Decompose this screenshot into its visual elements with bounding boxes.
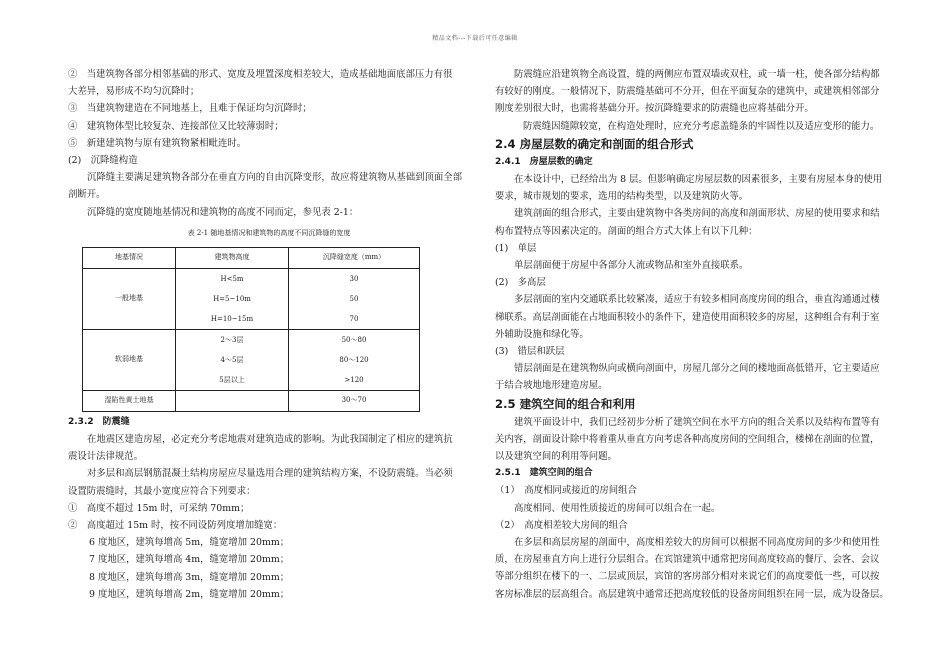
paragraph: 在地震区建造房屋，必定充分考虑地震对建筑造成的影响。为此我国制定了相应的建筑抗 xyxy=(87,434,453,446)
table-cell: 湿陷性黄土地基 xyxy=(83,390,176,411)
paragraph: 有较好的刚度。一般情况下，防震缝基础可不分开，但在平面复杂的建筑中，或建筑相邻部分 xyxy=(495,86,880,98)
table-cell: 一般地基 xyxy=(83,268,176,329)
subheading: （2） 高度相差较大房间的组合 xyxy=(495,519,628,531)
section-heading: 2.5.1 建筑空间的组合 xyxy=(495,468,593,479)
paragraph: 以及建筑空间的利用等问题。 xyxy=(495,451,617,463)
list-item: ③ 当建筑物建造在不同地基上，且难于保证均匀沉降时； xyxy=(68,103,312,115)
paragraph: 关内容，剖面设计除中将着重从垂直方向考虑各种高度房间的空间组合，楼梯在剖面的位置， xyxy=(495,433,880,445)
paragraph: 多层剖面的室内交通联系比较紧凑，适应于有较多相同高度房间的组合，垂直沟通通过楼 xyxy=(514,294,880,306)
paragraph: 高度相同、使用性质接近的房间可以组合在一起。 xyxy=(514,502,721,514)
paragraph: 防震缝应沿建筑物全高设置，缝的两侧应布置双墙或双柱，或一墙一柱，使各部分结构都 xyxy=(514,69,880,80)
subheading: (2) 沉降缝构造 xyxy=(68,155,138,167)
subheading: （1） 高度相同或接近的房间组合 xyxy=(495,485,637,497)
table-row xyxy=(83,268,420,329)
paragraph: 设置防震缝时，其最小宽度应符合下列要求： xyxy=(68,485,256,497)
table-header-cell: 建筑物高度 xyxy=(176,247,289,268)
right-column xyxy=(495,66,903,603)
paragraph: 刚度差别很大时，也需将基础分开。按沉降缝要求的防震缝也应将基础分开。 xyxy=(495,103,814,115)
table-cell: 30～70 xyxy=(289,390,420,411)
list-item: ② 当建筑物各部分相邻基础的形式、宽度及埋置深度相差较大，造成基础地面底部压力有很 xyxy=(68,69,453,80)
paragraph: 梯联系。高层剖面能在占地面积较小的条件下，建造使用面积较多的房屋，这种组合有利于室 xyxy=(495,311,880,323)
table-row xyxy=(83,329,420,390)
section-heading: 2.4 房屋层数的确定和剖面的组合形式 xyxy=(495,136,694,151)
table-row xyxy=(83,390,420,411)
settlement-joint-table xyxy=(82,247,420,412)
list-item: ④ 建筑物体型比较复杂、连接部位又比较薄弱时； xyxy=(68,120,284,132)
paragraph: 在多层和高层房屋的剖面中，高度相差较大的房间可以根据不同高度房间的多少和使用性 xyxy=(514,537,880,549)
paragraph: 建筑剖面的组合形式，主要由建筑物中各类房间的高度和剖面形状、房屋的使用要求和结 xyxy=(514,208,880,220)
subheading: (2) 多高层 xyxy=(495,277,546,289)
paragraph: 对多层和高层钢筋混凝土结构房屋应尽量选用合理的建筑结构方案，不设防震缝。当必须 xyxy=(87,468,453,480)
paragraph: 外辅助设施和绿化等。 xyxy=(495,328,589,340)
list-item: 6 度地区，建筑每增高 5m，缝宽增加 20mm； xyxy=(89,537,290,549)
paragraph: 错层剖面是在建筑物纵向或横向剖面中，房屋几部分之间的楼地面高低错开，它主要适应 xyxy=(514,363,880,375)
paragraph: 在本设计中，已经给出为 8 层。但影响确定房屋层数的因素很多，主要有房屋本身的使用 xyxy=(514,174,883,186)
list-item: ⑤ 新建建筑物与原有建筑物紧相毗连时。 xyxy=(68,137,247,149)
table-header-cell: 地基情况 xyxy=(83,247,176,268)
section-heading: 2.5 建筑空间的组合和利用 xyxy=(495,396,636,411)
paragraph: 防震缝因缝隙较宽，在构造处理时，应充分考虑盖缝条的牢固性以及适应变形的能力。 xyxy=(523,120,880,132)
table-header-row xyxy=(83,247,420,268)
paragraph: 要求，城市规划的要求，选用的结构类型，以及建筑防火等。 xyxy=(495,191,749,203)
paragraph: 客房标准层的层高组合。高层建筑中通常还把高度较低的设备房间组织在同一层，成为设备层。 xyxy=(495,588,889,600)
paragraph: 于结合坡地地形建造房屋。 xyxy=(495,380,608,392)
table-header-cell: 沉降缝宽度（mm） xyxy=(289,247,420,268)
list-item: 7 度地区，建筑每增高 4m，缝宽增加 20mm； xyxy=(89,554,290,566)
paragraph: 等部分组织在楼下的一、二层或顶层，宾馆的客房部分相对来说它们的高度要低一些，可以按 xyxy=(495,571,880,583)
page-header: 精品文档---下载后可任意编辑 xyxy=(432,35,518,42)
list-item: 8 度地区，建筑每增高 3m，缝宽增加 20mm； xyxy=(89,571,290,583)
left-column xyxy=(68,66,470,603)
paragraph: 沉降缝的宽度随地基情况和建筑物的高度不同而定，参见表 2-1： xyxy=(87,206,359,218)
section-heading: 2.3.2 防震缝 xyxy=(68,416,130,427)
subheading: (3) 错层和跃层 xyxy=(495,346,565,358)
list-item: 大差异，易形成不均匀沉降时； xyxy=(68,86,200,98)
subheading: (1) 单层 xyxy=(495,242,537,254)
section-heading: 2.4.1 房屋层数的确定 xyxy=(495,156,593,167)
list-item: ② 高度超过 15m 时，按不同设防列度增加缝宽： xyxy=(68,520,283,532)
table-cell: 软弱地基 xyxy=(83,329,176,390)
table-cell: 30 50 70 xyxy=(289,268,420,329)
table-cell: 50～80 80～120 >120 xyxy=(289,329,420,390)
table-cell: H<5m H=5~10m H=10~15m xyxy=(176,268,289,329)
paragraph: 沉降缝主要满足建筑物各部分在垂直方向的自由沉降变形，故应将建筑物从基础到顶面全部 xyxy=(87,172,463,184)
table-cell: 2～3层 4～5层 5层以上 xyxy=(176,329,289,390)
paragraph: 震设计法律规范。 xyxy=(68,451,144,463)
list-item: 9 度地区，建筑每增高 2m，缝宽增加 20mm； xyxy=(89,588,290,600)
paragraph: 质，在房屋垂直方向上进行分层组合。在宾馆建筑中通常把房间高度较高的餐厅、会客、会议 xyxy=(495,554,880,566)
paragraph: 构布置特点等因素决定的。剖面的组合方式大体上有以下几种： xyxy=(495,225,758,237)
table-caption: 表 2-1 随地基情况和建筑物的高度不同沉降缝的宽度 xyxy=(187,228,351,237)
paragraph: 剖断开。 xyxy=(68,189,106,201)
paragraph: 单层剖面便于房屋中各部分人流或物品和室外直接联系。 xyxy=(514,260,749,272)
table-cell xyxy=(176,390,289,411)
list-item: ① 高度不超过 15m 时，可采纳 70mm； xyxy=(68,502,250,514)
paragraph: 建筑平面设计中，我们已经初步分析了建筑空间在水平方向的组合关系以及结构布置等有 xyxy=(514,416,880,428)
